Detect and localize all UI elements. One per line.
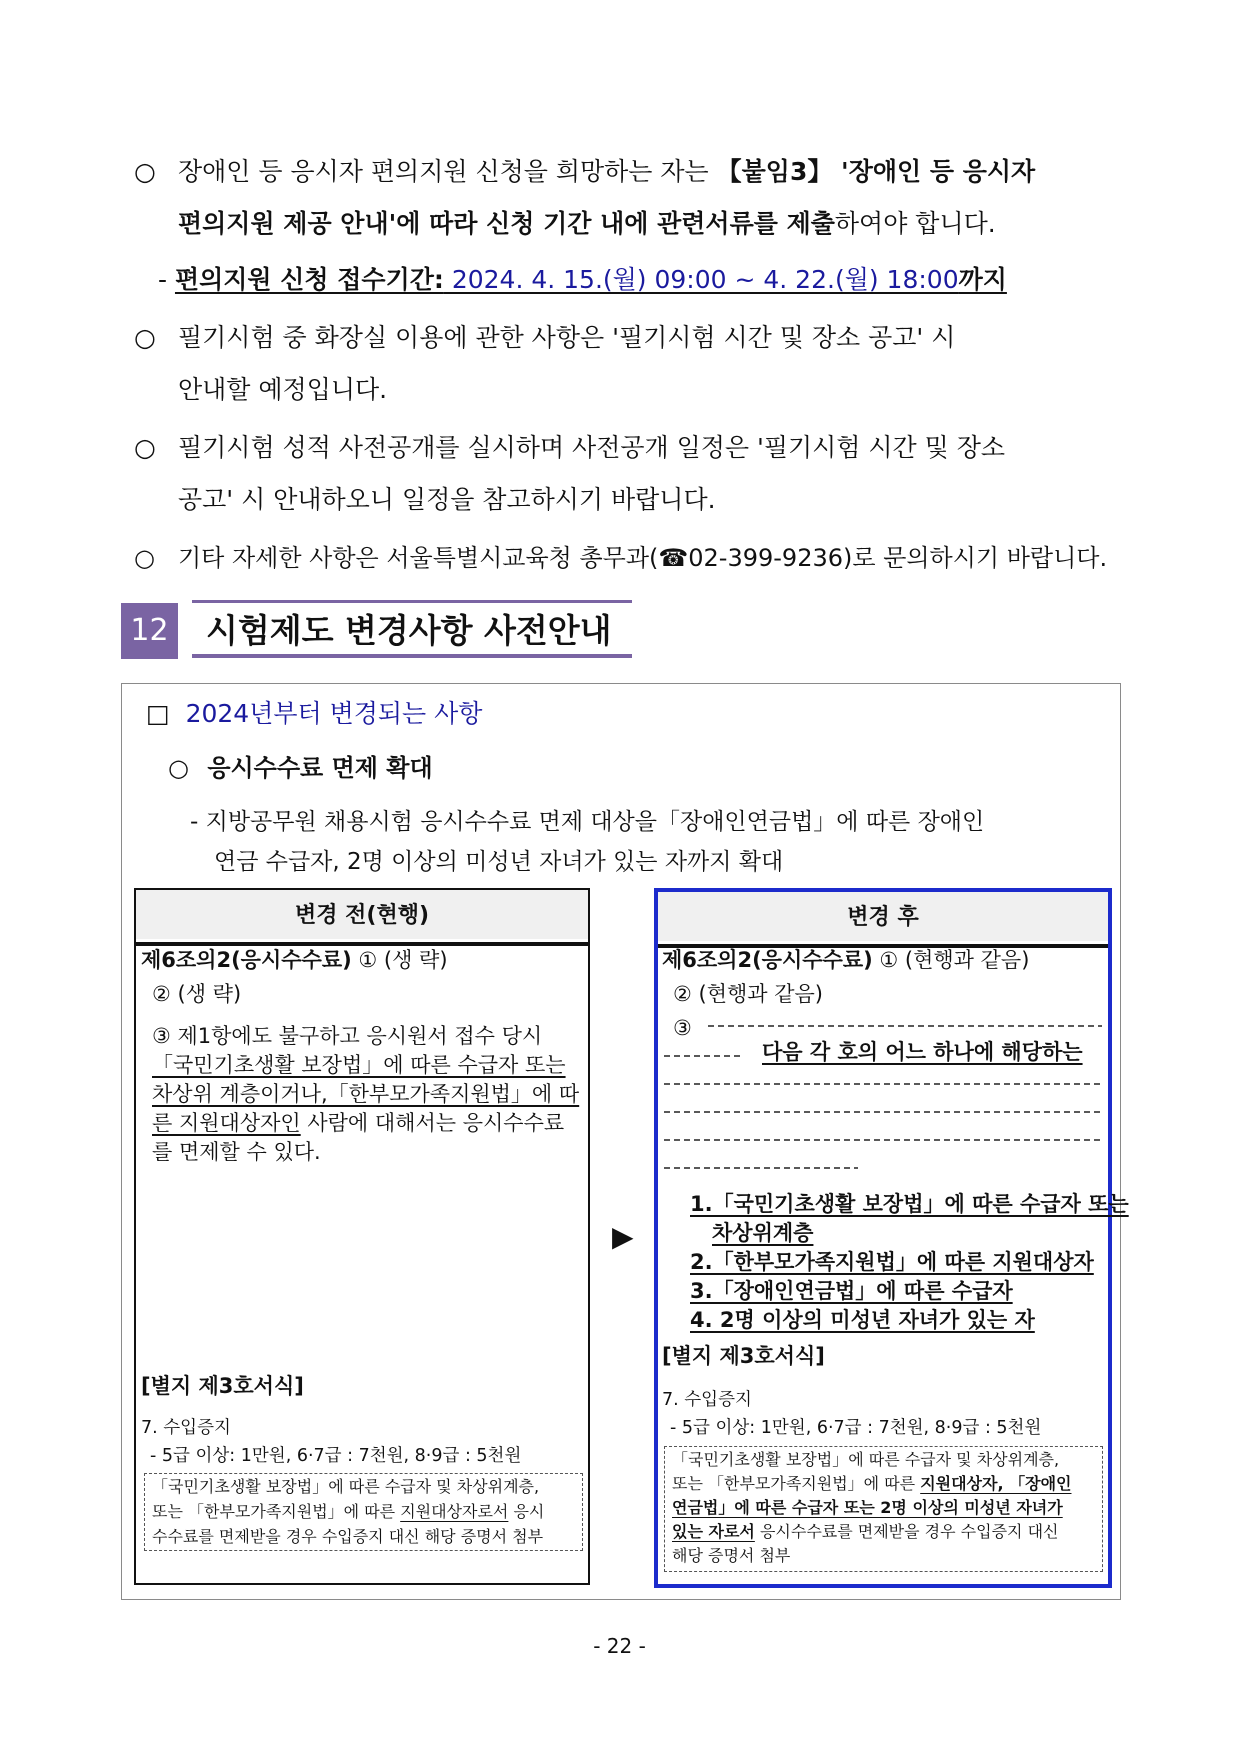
after-list-2: 2.「한부모가족지원법」에 따른 지원대상자 xyxy=(690,1250,1094,1274)
after-list-3: 3.「장애인연금법」에 따른 수급자 xyxy=(690,1279,1013,1303)
after-note-l1: 「국민기초생활 보장법」에 따른 수급자 및 차상위계층, xyxy=(672,1450,1060,1469)
after-form-fee: - 5급 이상: 1만원, 6·7급 : 7천원, 8·9급 : 5천원 xyxy=(670,1418,1042,1438)
circle-bullet: ○ xyxy=(134,157,156,186)
after-list-4: 4. 2명 이상의 미성년 자녀가 있는 자 xyxy=(690,1308,1035,1332)
section-number: 12 xyxy=(121,603,178,659)
after-note-l2: 또는 「한부모가족지원법」에 따른 지원대상자, 「장애인 xyxy=(672,1474,1072,1493)
page-number: - 22 - xyxy=(593,1634,646,1658)
before-header: 변경 전(현행) xyxy=(136,890,588,944)
para-2-line-1: ○ 필기시험 중 화장실 이용에 관한 사항은 '필기시험 시간 및 장소 공고' 시 xyxy=(134,312,955,364)
circle-bullet: ○ xyxy=(134,323,156,352)
after-note-l3: 연금법」에 따른 수급자 또는 2명 이상의 미성년 자녀가 xyxy=(672,1498,1063,1517)
para-4-line-1: ○ 기타 자세한 사항은 서울특별시교육청 총무과(☎02-399-9236)로 문의하시기 바랍니다. xyxy=(134,532,1107,584)
before-item-3-l1: ③ 제1항에도 불구하고 응시원서 접수 당시 xyxy=(152,1024,543,1048)
after-item-3-marker: ③ xyxy=(673,1016,692,1040)
after-form-item: 7. 수입증지 xyxy=(662,1390,752,1410)
after-item-2: ② (현행과 같음) xyxy=(673,982,823,1006)
before-form-item: 7. 수입증지 xyxy=(141,1418,231,1438)
omitted-text-dashes xyxy=(662,1010,1106,1180)
circle-bullet: ○ xyxy=(134,433,156,462)
para-2-line-2: 안내할 예정입니다. xyxy=(178,375,388,404)
after-note-l5: 해당 증명서 첨부 xyxy=(672,1546,791,1565)
para-1-line-1: ○ 장애인 등 응시자 편의지원 신청을 희망하는 자는 【붙임3】 '장애인 등 응시자 xyxy=(134,146,1035,198)
after-header: 변경 후 xyxy=(658,892,1108,946)
box-subheading: ○ 응시수수료 면제 확대 xyxy=(168,754,433,782)
before-item-3-l2: 「국민기초생활 보장법」에 따른 수급자 또는 xyxy=(152,1053,566,1077)
after-item-3-phrase: 다음 각 호의 어느 하나에 해당하는 xyxy=(762,1040,1083,1064)
para-3-line-1: ○ 필기시험 성적 사전공개를 실시하며 사전공개 일정은 '필기시험 시간 및 장소 xyxy=(134,422,1005,474)
square-bullet: □ xyxy=(146,699,170,728)
box-desc-line-2: 연금 수급자, 2명 이상의 미성년 자녀가 있는 자까지 확대 xyxy=(214,849,784,875)
circle-bullet: ○ xyxy=(168,754,189,782)
circle-bullet: ○ xyxy=(134,544,155,572)
before-item-3-l5: 를 면제할 수 있다. xyxy=(152,1140,321,1164)
after-note-l4: 있는 자로서 응시수수료를 면제받을 경우 수입증지 대신 xyxy=(672,1522,1059,1541)
before-form-label: [별지 제3호서식] xyxy=(141,1374,304,1398)
box-heading: □ 2024년부터 변경되는 사항 xyxy=(146,699,483,728)
application-period: 2024. 4. 15.(월) 09:00 ~ 4. 22.(월) 18:00 xyxy=(443,265,959,294)
arrow-right-icon: ▶ xyxy=(612,1220,634,1253)
before-note-l3: 수수료를 면제받을 경우 수입증지 대신 해당 증명서 첨부 xyxy=(152,1527,544,1546)
box-desc-line-1: - 지방공무원 채용시험 응시수수료 면제 대상을「장애인연금법」에 따른 장애인 xyxy=(190,809,985,835)
after-form-label: [별지 제3호서식] xyxy=(662,1344,825,1368)
before-item-3-l4: 른 지원대상자인 사람에 대해서는 응시수수료 xyxy=(152,1111,565,1135)
before-form-fee: - 5급 이상: 1만원, 6·7급 : 7천원, 8·9급 : 5천원 xyxy=(150,1446,522,1466)
before-item-2: ② (생 략) xyxy=(152,982,242,1006)
after-list-1-l1: 1.「국민기초생활 보장법」에 따른 수급자 또는 xyxy=(690,1192,1129,1216)
para-1-sub: - 편의지원 신청 접수기간: 2024. 4. 15.(월) 09:00 ~ 4. 22.(월) 18:00까지 xyxy=(158,265,1007,294)
after-list-1-l2: 차상위계층 xyxy=(712,1221,814,1245)
para-3-line-2: 공고' 시 안내하오니 일정을 참고하시기 바랍니다. xyxy=(178,485,716,514)
before-item-3-l3: 차상위 계층이거나,「한부모가족지원법」에 따 xyxy=(152,1082,580,1106)
before-note-l1: 「국민기초생활 보장법」에 따른 수급자 및 차상위계층, xyxy=(152,1477,540,1496)
para-1-line-2: 편의지원 제공 안내'에 따라 신청 기간 내에 관련서류를 제출하여야 합니다. xyxy=(178,209,996,238)
before-note-l2: 또는 「한부모가족지원법」에 따른 지원대상자로서 응시 xyxy=(152,1502,545,1521)
before-article: 제6조의2(응시수수료) ① (생 략) xyxy=(141,948,448,972)
section-title: 시험제도 변경사항 사전안내 xyxy=(192,600,632,658)
after-article: 제6조의2(응시수수료) ① (현행과 같음) xyxy=(662,948,1030,972)
